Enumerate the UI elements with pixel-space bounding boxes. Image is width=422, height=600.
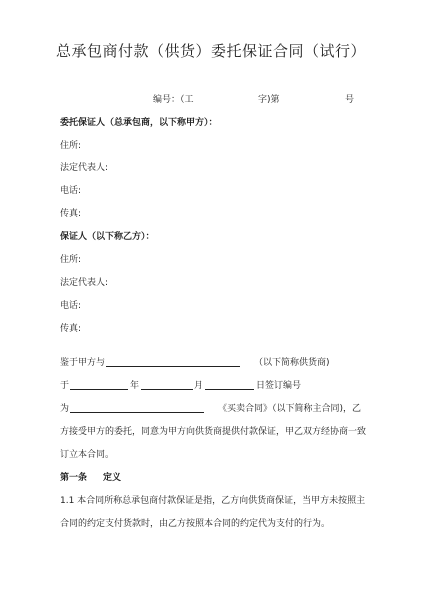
clause-1-1-line-1: 1.1 本合同所称总承包商付款保证是指，乙方向供货商保证，当甲方未按照主 bbox=[60, 496, 366, 506]
recital-line-3-end: 《买卖合同》（以下简称主合同)，乙 bbox=[218, 404, 362, 414]
supplier-name-blank bbox=[106, 357, 240, 367]
party-b-address: 住所: bbox=[60, 255, 82, 265]
recital-line-4: 方接受甲方的委托，同意为甲方向供货商提供付款保证，甲乙双方经协商一致 bbox=[60, 427, 367, 437]
party-a-address: 住所: bbox=[60, 141, 82, 151]
contract-number-word: 字)第 bbox=[258, 95, 280, 105]
party-b-representative: 法定代表人: bbox=[60, 278, 109, 288]
recital-wei: 为 bbox=[60, 404, 70, 414]
party-b-fax: 传真: bbox=[60, 324, 82, 334]
contract-number-hao: 号 bbox=[345, 95, 355, 105]
recital-line-1-start: 鉴于甲方与 bbox=[60, 358, 106, 368]
recital-line-2-end: 日签订编号 bbox=[256, 381, 302, 391]
recital-year: 年 bbox=[130, 381, 140, 391]
party-b-heading: 保证人（以下称乙方）： bbox=[60, 232, 155, 242]
party-b-phone: 电话: bbox=[60, 301, 82, 311]
contract-number-label: 编号：（工 bbox=[153, 95, 194, 105]
party-a-fax: 传真: bbox=[60, 209, 82, 219]
document-title: 总承包商付款（供货）委托保证合同（试行） bbox=[55, 42, 366, 60]
party-a-phone: 电话: bbox=[60, 186, 82, 196]
recital-line-1-end: （以下简称供货商) bbox=[254, 358, 330, 368]
day-blank bbox=[205, 380, 254, 390]
recital-line-5: 订立本合同。 bbox=[60, 450, 115, 460]
party-a-heading: 委托保证人（总承包商，以下称甲方）： bbox=[60, 118, 218, 128]
month-blank bbox=[141, 380, 193, 390]
recital-yu: 于 bbox=[60, 381, 70, 391]
article-1-number: 第一条 bbox=[60, 473, 88, 483]
clause-1-1-line-2: 合同的约定支付货款时，由乙方按照本合同的约定代为支付的行为。 bbox=[60, 519, 331, 529]
recital-month: 月 bbox=[194, 381, 204, 391]
contract-number-blank bbox=[70, 403, 204, 413]
article-1-title: 定义 bbox=[103, 473, 122, 483]
party-a-representative: 法定代表人: bbox=[60, 163, 109, 173]
year-blank bbox=[70, 380, 128, 390]
